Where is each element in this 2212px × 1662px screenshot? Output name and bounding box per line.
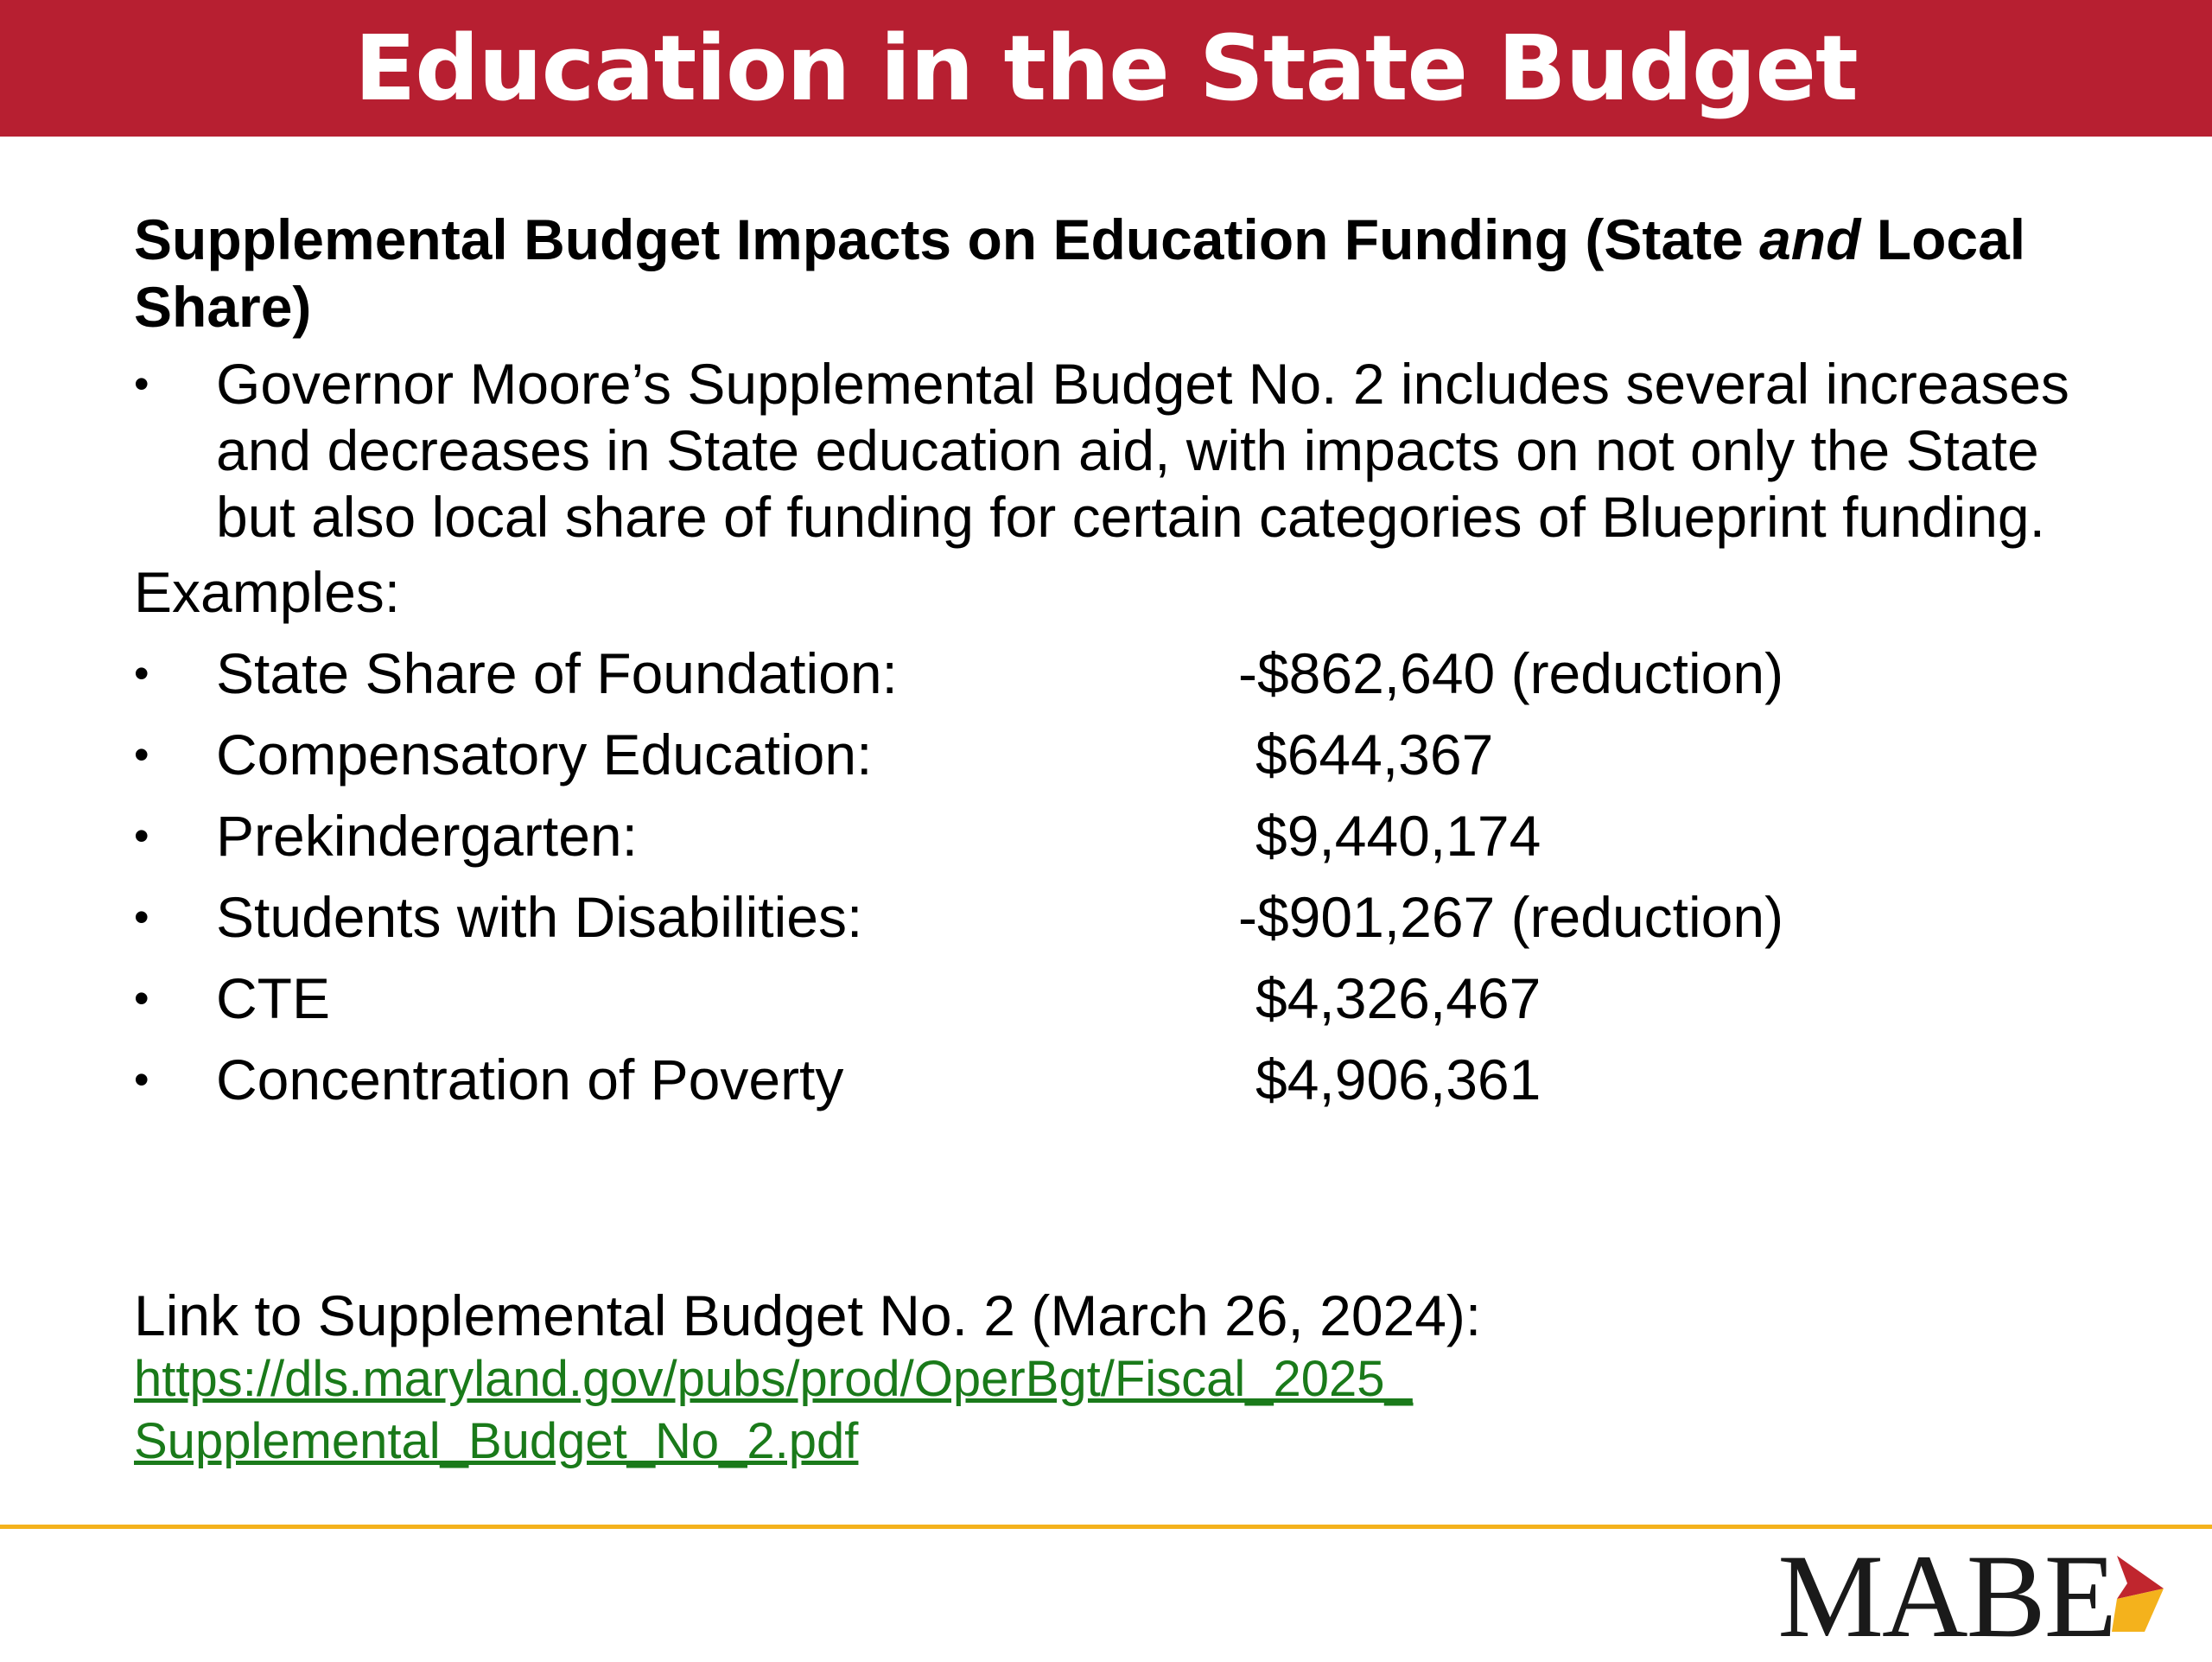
mabe-logo: [1777, 1530, 2171, 1662]
example-label: Compensatory Education:: [216, 723, 873, 786]
example-value: $9,440,174: [1255, 804, 1541, 868]
examples-list: [134, 633, 2095, 1120]
title-bar: [0, 0, 2212, 137]
example-row-state-share-of-foundation: [134, 633, 2095, 714]
logo-text: MABE: [1777, 1530, 2115, 1662]
example-row-prekindergarten: [134, 795, 2095, 876]
intro-bullet-text: Governor Moore’s Supplemental Budget No. 2 includes several increases and decreases in State education aid, with impacts on not only the State but also local share of funding for certain categories of Blueprint funding.: [216, 352, 2069, 549]
example-row-cte: [134, 958, 2095, 1039]
bullet-icon: •: [134, 649, 149, 697]
bullet-icon: •: [134, 360, 149, 408]
example-row-compensatory-education: [134, 714, 2095, 795]
intro-bullet-list: [134, 351, 2095, 551]
example-row-students-with-disabilities: [134, 876, 2095, 958]
example-value: -$862,640 (reduction): [1238, 641, 1784, 705]
footer-divider: [0, 1525, 2212, 1529]
section-heading: [134, 206, 2095, 341]
bullet-icon: •: [134, 893, 149, 941]
main-content: [134, 206, 2095, 1120]
bullet-icon: •: [134, 974, 149, 1022]
logo-arrow-icon: [2110, 1549, 2171, 1644]
link-url-line2[interactable]: Supplemental_Budget_No_2.pdf: [134, 1413, 859, 1469]
page-title: Education in the State Budget: [354, 16, 1858, 121]
bullet-icon: •: [134, 812, 149, 860]
link-url-line1[interactable]: https://dls.maryland.gov/pubs/prod/OperBgt/Fiscal_2025_: [134, 1351, 1413, 1407]
example-label: Students with Disabilities:: [216, 885, 863, 949]
example-row-concentration-of-poverty: [134, 1039, 2095, 1120]
example-label: Concentration of Poverty: [216, 1048, 844, 1111]
bullet-icon: •: [134, 1055, 149, 1104]
heading-text-italic: and: [1759, 207, 1861, 271]
example-value: $4,906,361: [1255, 1048, 1541, 1111]
example-value: -$901,267 (reduction): [1238, 885, 1784, 949]
intro-bullet: [134, 351, 2095, 551]
heading-text-end: Local Share): [134, 207, 2026, 339]
link-label: Link to Supplemental Budget No. 2 (March 26, 2024):: [134, 1283, 1482, 1347]
example-value: $644,367: [1255, 723, 1494, 786]
example-label: State Share of Foundation:: [216, 641, 898, 705]
bullet-icon: •: [134, 730, 149, 779]
example-value: $4,326,467: [1255, 966, 1541, 1030]
supplemental-budget-link[interactable]: [134, 1348, 1603, 1473]
heading-text-start: Supplemental Budget Impacts on Education Funding (State: [134, 207, 1760, 271]
examples-label: Examples:: [134, 560, 401, 624]
link-block: [134, 1283, 2095, 1473]
example-label: CTE: [216, 966, 330, 1030]
example-label: Prekindergarten:: [216, 804, 638, 868]
